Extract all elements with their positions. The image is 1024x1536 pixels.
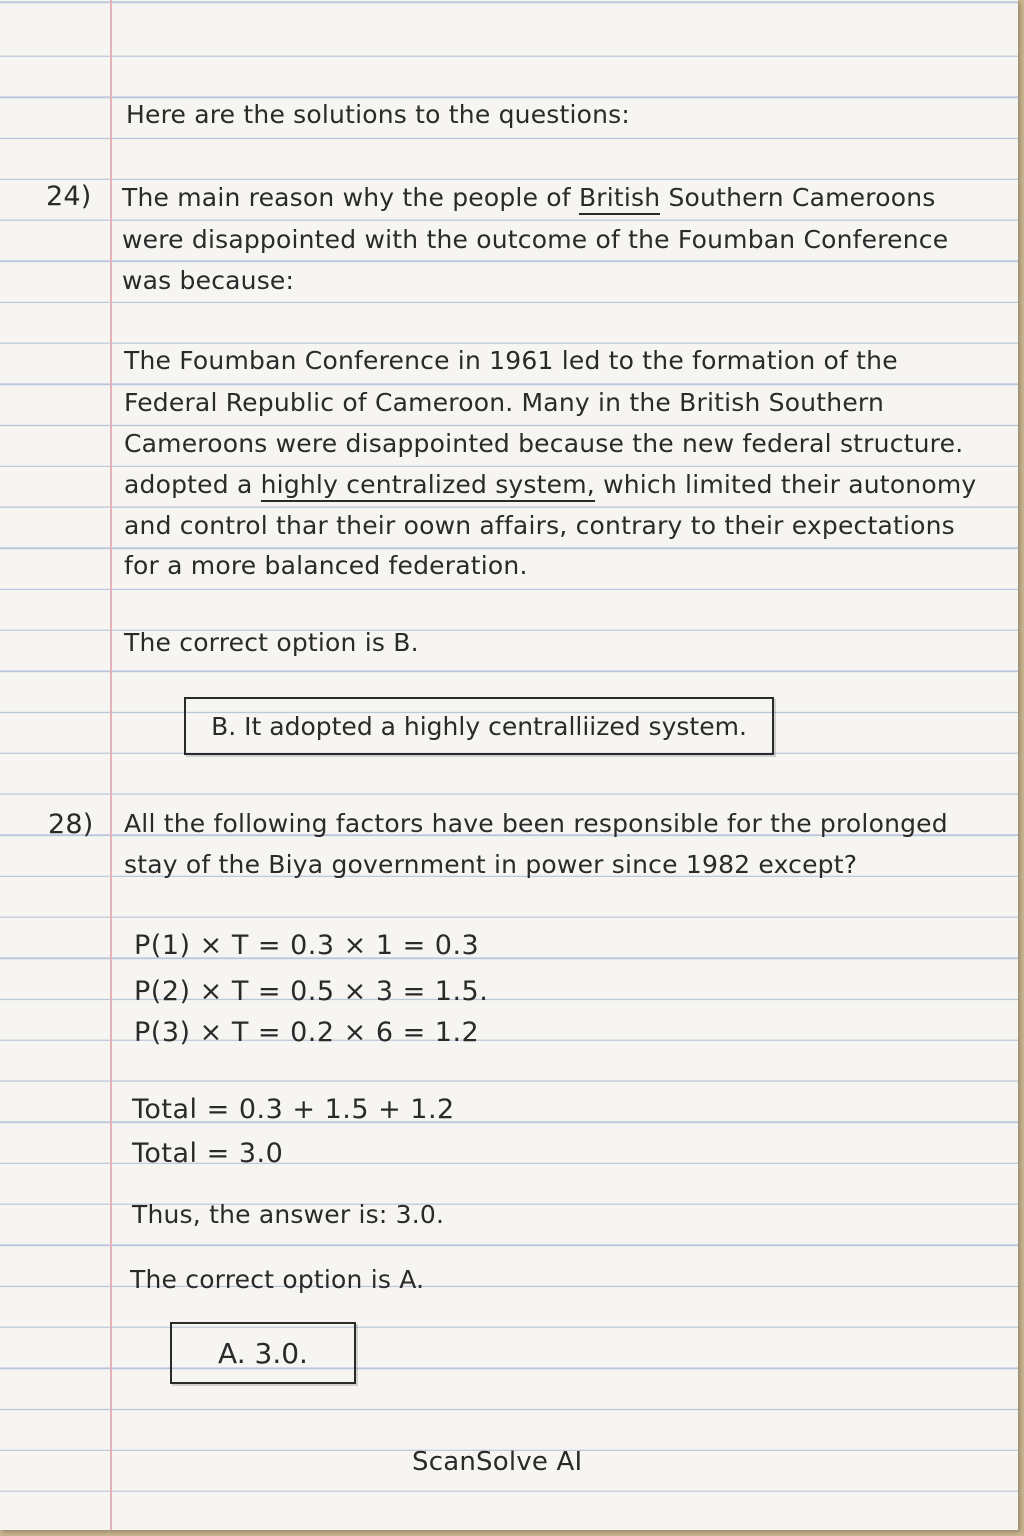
footer-brand: ScanSolve AI [412, 1447, 583, 1477]
explanation-line-2: Federal Republic of Cameroon. Many in the British Southern [124, 388, 884, 417]
explanation-text-a: adopted a [124, 470, 261, 499]
calc-line-2: P(2) × T = 0.5 × 3 = 1.5. [134, 976, 489, 1007]
explanation-underlined-phrase: highly centralized system, [261, 470, 595, 502]
calc-line-1: P(1) × T = 0.3 × 1 = 0.3 [134, 930, 480, 961]
question-24-underlined-british: British [579, 183, 660, 215]
question-28-line-2: stay of the Biya government in power since 1982 except? [124, 850, 858, 879]
total-line-1: Total = 0.3 + 1.5 + 1.2 [132, 1094, 455, 1125]
explanation-line-4 [124, 470, 976, 499]
question-28-number: 28) [48, 809, 94, 840]
question-24-correct-option: The correct option is B. [124, 628, 419, 657]
question-24-line-1 [122, 183, 935, 212]
intro-text: Here are the solutions to the questions: [126, 100, 631, 129]
calc-line-3: P(3) × T = 0.2 × 6 = 1.2 [134, 1017, 480, 1048]
question-24-text-b: Southern Cameroons [660, 183, 936, 212]
answer-statement: Thus, the answer is: 3.0. [132, 1200, 445, 1229]
explanation-line-3: Cameroons were disappointed because the new federal structure. [124, 429, 964, 458]
question-28-line-1: All the following factors have been responsible for the prolonged [124, 809, 948, 838]
question-24-line-2: were disappointed with the outcome of the Foumban Conference [122, 225, 949, 254]
explanation-line-5: and control thar their oown affairs, contrary to their expectations [124, 511, 955, 540]
question-24-answer-box [184, 697, 774, 755]
explanation-line-6: for a more balanced federation. [124, 551, 528, 580]
margin-line [110, 0, 112, 1530]
question-28-correct-option: The correct option is A. [130, 1265, 425, 1294]
explanation-line-1: The Foumban Conference in 1961 led to the formation of the [124, 346, 898, 375]
question-24-answer-text: B. It adopted a highly centralliized system. [211, 711, 747, 741]
question-28-answer-box [170, 1322, 356, 1384]
question-28-answer-text: A. 3.0. [218, 1336, 308, 1370]
question-24-line-3: was because: [122, 266, 295, 295]
total-line-2: Total = 3.0 [132, 1138, 284, 1169]
explanation-text-b: which limited their autonomy [594, 470, 977, 499]
question-24-number: 24) [46, 181, 92, 212]
question-24-text-a: The main reason why the people of [122, 183, 579, 212]
